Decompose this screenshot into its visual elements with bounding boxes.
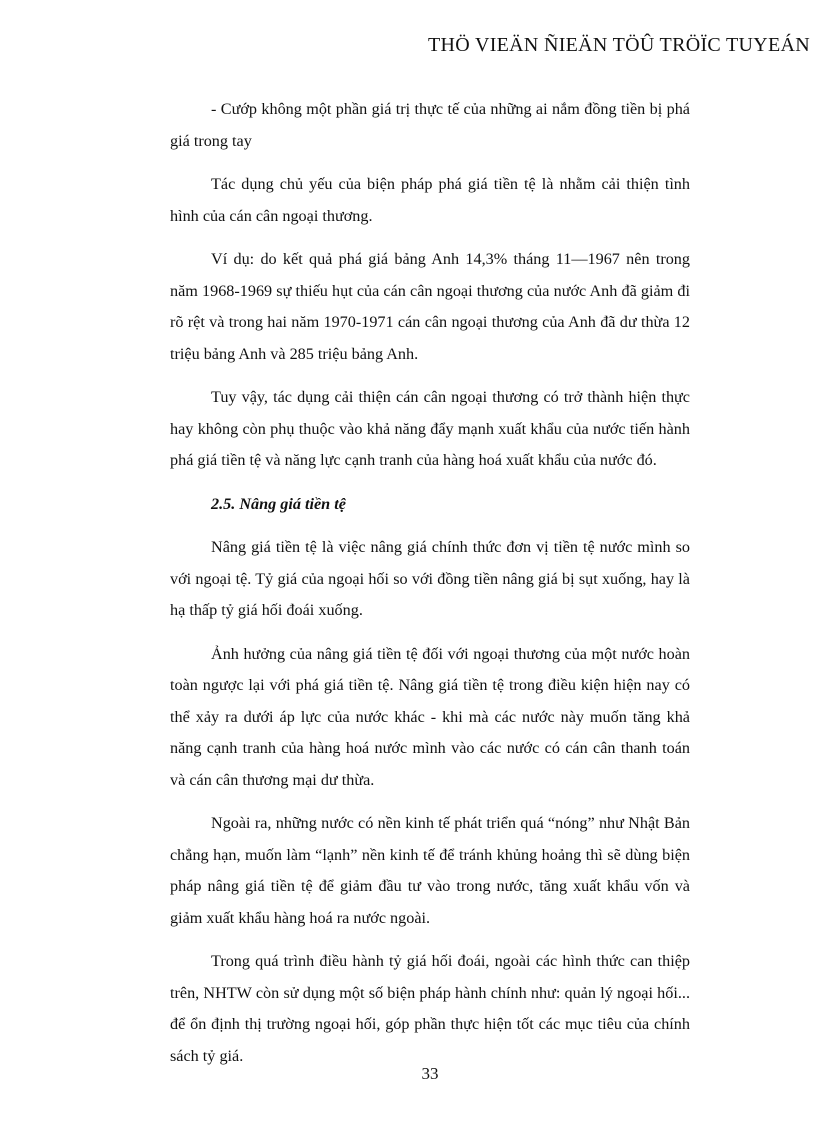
page-number: 33: [421, 1064, 439, 1083]
paragraph-however: Tuy vậy, tác dụng cải thiện cán cân ngoại thương có trở thành hiện thực hay không còn phụ thuộc vào khả năng đẩy mạnh xuất khẩu của nước tiến hành phá giá tiền tệ và năng lực cạnh tranh của hàng hoá xuất khẩu của nước đó.: [170, 388, 690, 469]
paragraph-revaluation-impact: Ảnh hưởng của nâng giá tiền tệ đối với ngoại thương của một nước hoàn toàn ngược lại với phá giá tiền tệ. Nâng giá tiền tệ trong điều kiện hiện nay có thể xảy ra dưới áp lực của nước khác - khi mà các nước này muốn tăng khả năng cạnh tranh của hàng hoá nước mình vào các nước có cán cân thanh toán và cán cân thương mại dư thừa.: [170, 644, 690, 789]
paragraph-destroy-value: - Cướp không một phần giá trị thực tế của những ai nắm đồng tiền bị phá giá trong tay: [170, 100, 690, 150]
document-body: [170, 94, 690, 1084]
paragraph-example-britain: Ví dụ: do kết quả phá giá bảng Anh 14,3% tháng 11—1967 nên trong năm 1968-1969 sự thiếu hụt của cán cân ngoại thương của nước Anh đã giảm đi rõ rệt và trong hai năm 1970-1971 cán cân ngoại thương của Anh đã dư thừa 12 triệu bảng Anh và 285 triệu bảng Anh.: [170, 250, 690, 363]
paragraph-overheated-economy: Ngoài ra, những nước có nền kinh tế phát triển quá “nóng” như Nhật Bản chẳng hạn, muốn làm “lạnh” nền kinh tế để tránh khủng hoảng thì sẽ dùng biện pháp nâng giá tiền tệ để giảm đầu tư vào trong nước, tăng xuất khẩu vốn và giảm xuất khẩu hàng hoá ra nước ngoài.: [170, 814, 690, 927]
page-header: THÖ VIEÄN ÑIEÄN TÖÛ TRÖÏC TUYEÁN: [428, 34, 810, 56]
paragraph-revaluation-definition: Nâng giá tiền tệ là việc nâng giá chính thức đơn vị tiền tệ nước mình so với ngoại tệ. Tỷ giá của ngoại hối so với đồng tiền nâng giá bị sụt xuống, hay là hạ thấp tỷ giá hối đoái xuống.: [170, 538, 690, 619]
paragraph-administrative-measures: Trong quá trình điều hành tỷ giá hối đoái, ngoài các hình thức can thiệp trên, NHTW còn sử dụng một số biện pháp hành chính như: quản lý ngoại hối... để ổn định thị trường ngoại hối, góp phần thực hiện tốt các mục tiêu của chính sách tỷ giá.: [170, 952, 690, 1065]
section-heading: 2.5. Nâng giá tiền tệ: [211, 494, 346, 513]
paragraph-main-effect: Tác dụng chủ yếu của biện pháp phá giá tiền tệ là nhằm cải thiện tình hình của cán cân ngoại thương.: [170, 175, 690, 225]
